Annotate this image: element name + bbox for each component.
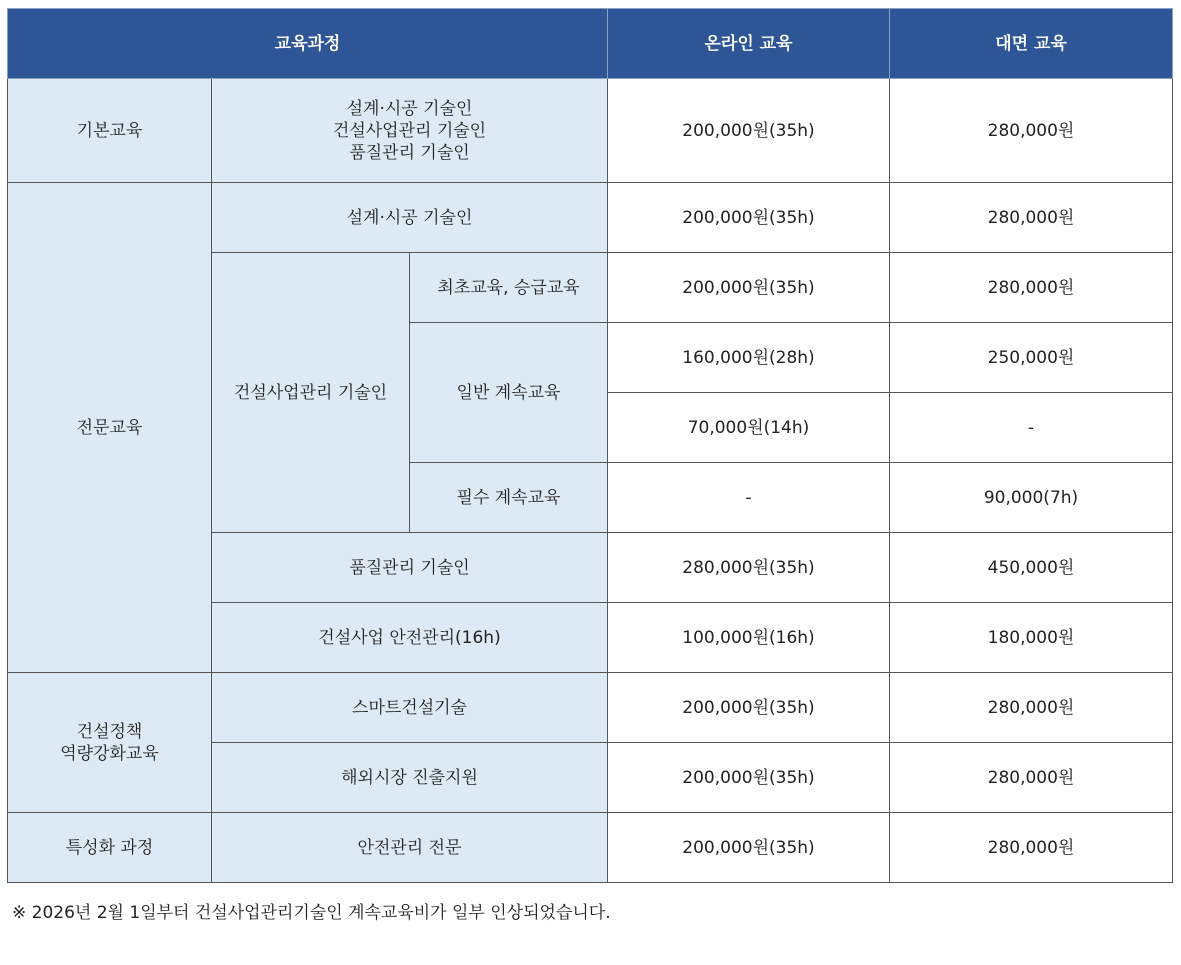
course-basic-line: 건설사업관리 기술인 [332, 120, 487, 141]
category-policy-line: 역량강화교육 [60, 743, 159, 764]
category-policy-line: 건설정책 [76, 721, 143, 742]
footnote: ※ 2026년 2월 1일부터 건설사업관리기술인 계속교육비가 일부 인상되었습니다. [12, 903, 611, 923]
table-row [8, 813, 1173, 883]
subcourse-general: 일반 계속교육 [410, 323, 608, 463]
table-row [8, 673, 1173, 743]
header-offline: 대면 교육 [890, 9, 1173, 79]
subcourse-mandatory: 필수 계속교육 [410, 463, 608, 533]
header-course: 교육과정 [8, 9, 608, 79]
table-header-row [8, 9, 1173, 79]
course-basic-line: 설계·시공 기술인 [346, 98, 473, 119]
education-fee-table [7, 8, 1173, 883]
online-fee: - [608, 463, 890, 533]
online-fee: 200,000원(35h) [608, 253, 890, 323]
online-fee: 70,000원(14h) [608, 393, 890, 463]
offline-fee: 280,000원 [890, 743, 1173, 813]
offline-fee: 250,000원 [890, 323, 1173, 393]
course-quality: 품질관리 기술인 [212, 533, 608, 603]
online-fee: 200,000원(35h) [608, 673, 890, 743]
course-special: 안전관리 전문 [212, 813, 608, 883]
online-fee: 280,000원(35h) [608, 533, 890, 603]
online-fee: 200,000원(35h) [608, 183, 890, 253]
table-row [8, 183, 1173, 253]
offline-fee: 280,000원 [890, 79, 1173, 183]
category-specialized: 전문교육 [8, 183, 212, 673]
course-safety: 건설사업 안전관리(16h) [212, 603, 608, 673]
offline-fee: 280,000원 [890, 813, 1173, 883]
course-smart: 스마트건설기술 [212, 673, 608, 743]
offline-fee: 90,000(7h) [890, 463, 1173, 533]
offline-fee: - [890, 393, 1173, 463]
offline-fee: 450,000원 [890, 533, 1173, 603]
offline-fee: 180,000원 [890, 603, 1173, 673]
course-cm: 건설사업관리 기술인 [212, 253, 410, 533]
course-basic-line: 품질관리 기술인 [349, 142, 470, 163]
course-basic [212, 79, 608, 183]
online-fee: 200,000원(35h) [608, 79, 890, 183]
online-fee: 160,000원(28h) [608, 323, 890, 393]
course-design: 설계·시공 기술인 [212, 183, 608, 253]
table-row [8, 79, 1173, 183]
online-fee: 200,000원(35h) [608, 743, 890, 813]
header-online: 온라인 교육 [608, 9, 890, 79]
course-overseas: 해외시장 진출지원 [212, 743, 608, 813]
online-fee: 200,000원(35h) [608, 813, 890, 883]
category-basic: 기본교육 [8, 79, 212, 183]
online-fee: 100,000원(16h) [608, 603, 890, 673]
subcourse-initial: 최초교육, 승급교육 [410, 253, 608, 323]
offline-fee: 280,000원 [890, 673, 1173, 743]
offline-fee: 280,000원 [890, 253, 1173, 323]
category-special: 특성화 과정 [8, 813, 212, 883]
category-policy [8, 673, 212, 813]
offline-fee: 280,000원 [890, 183, 1173, 253]
